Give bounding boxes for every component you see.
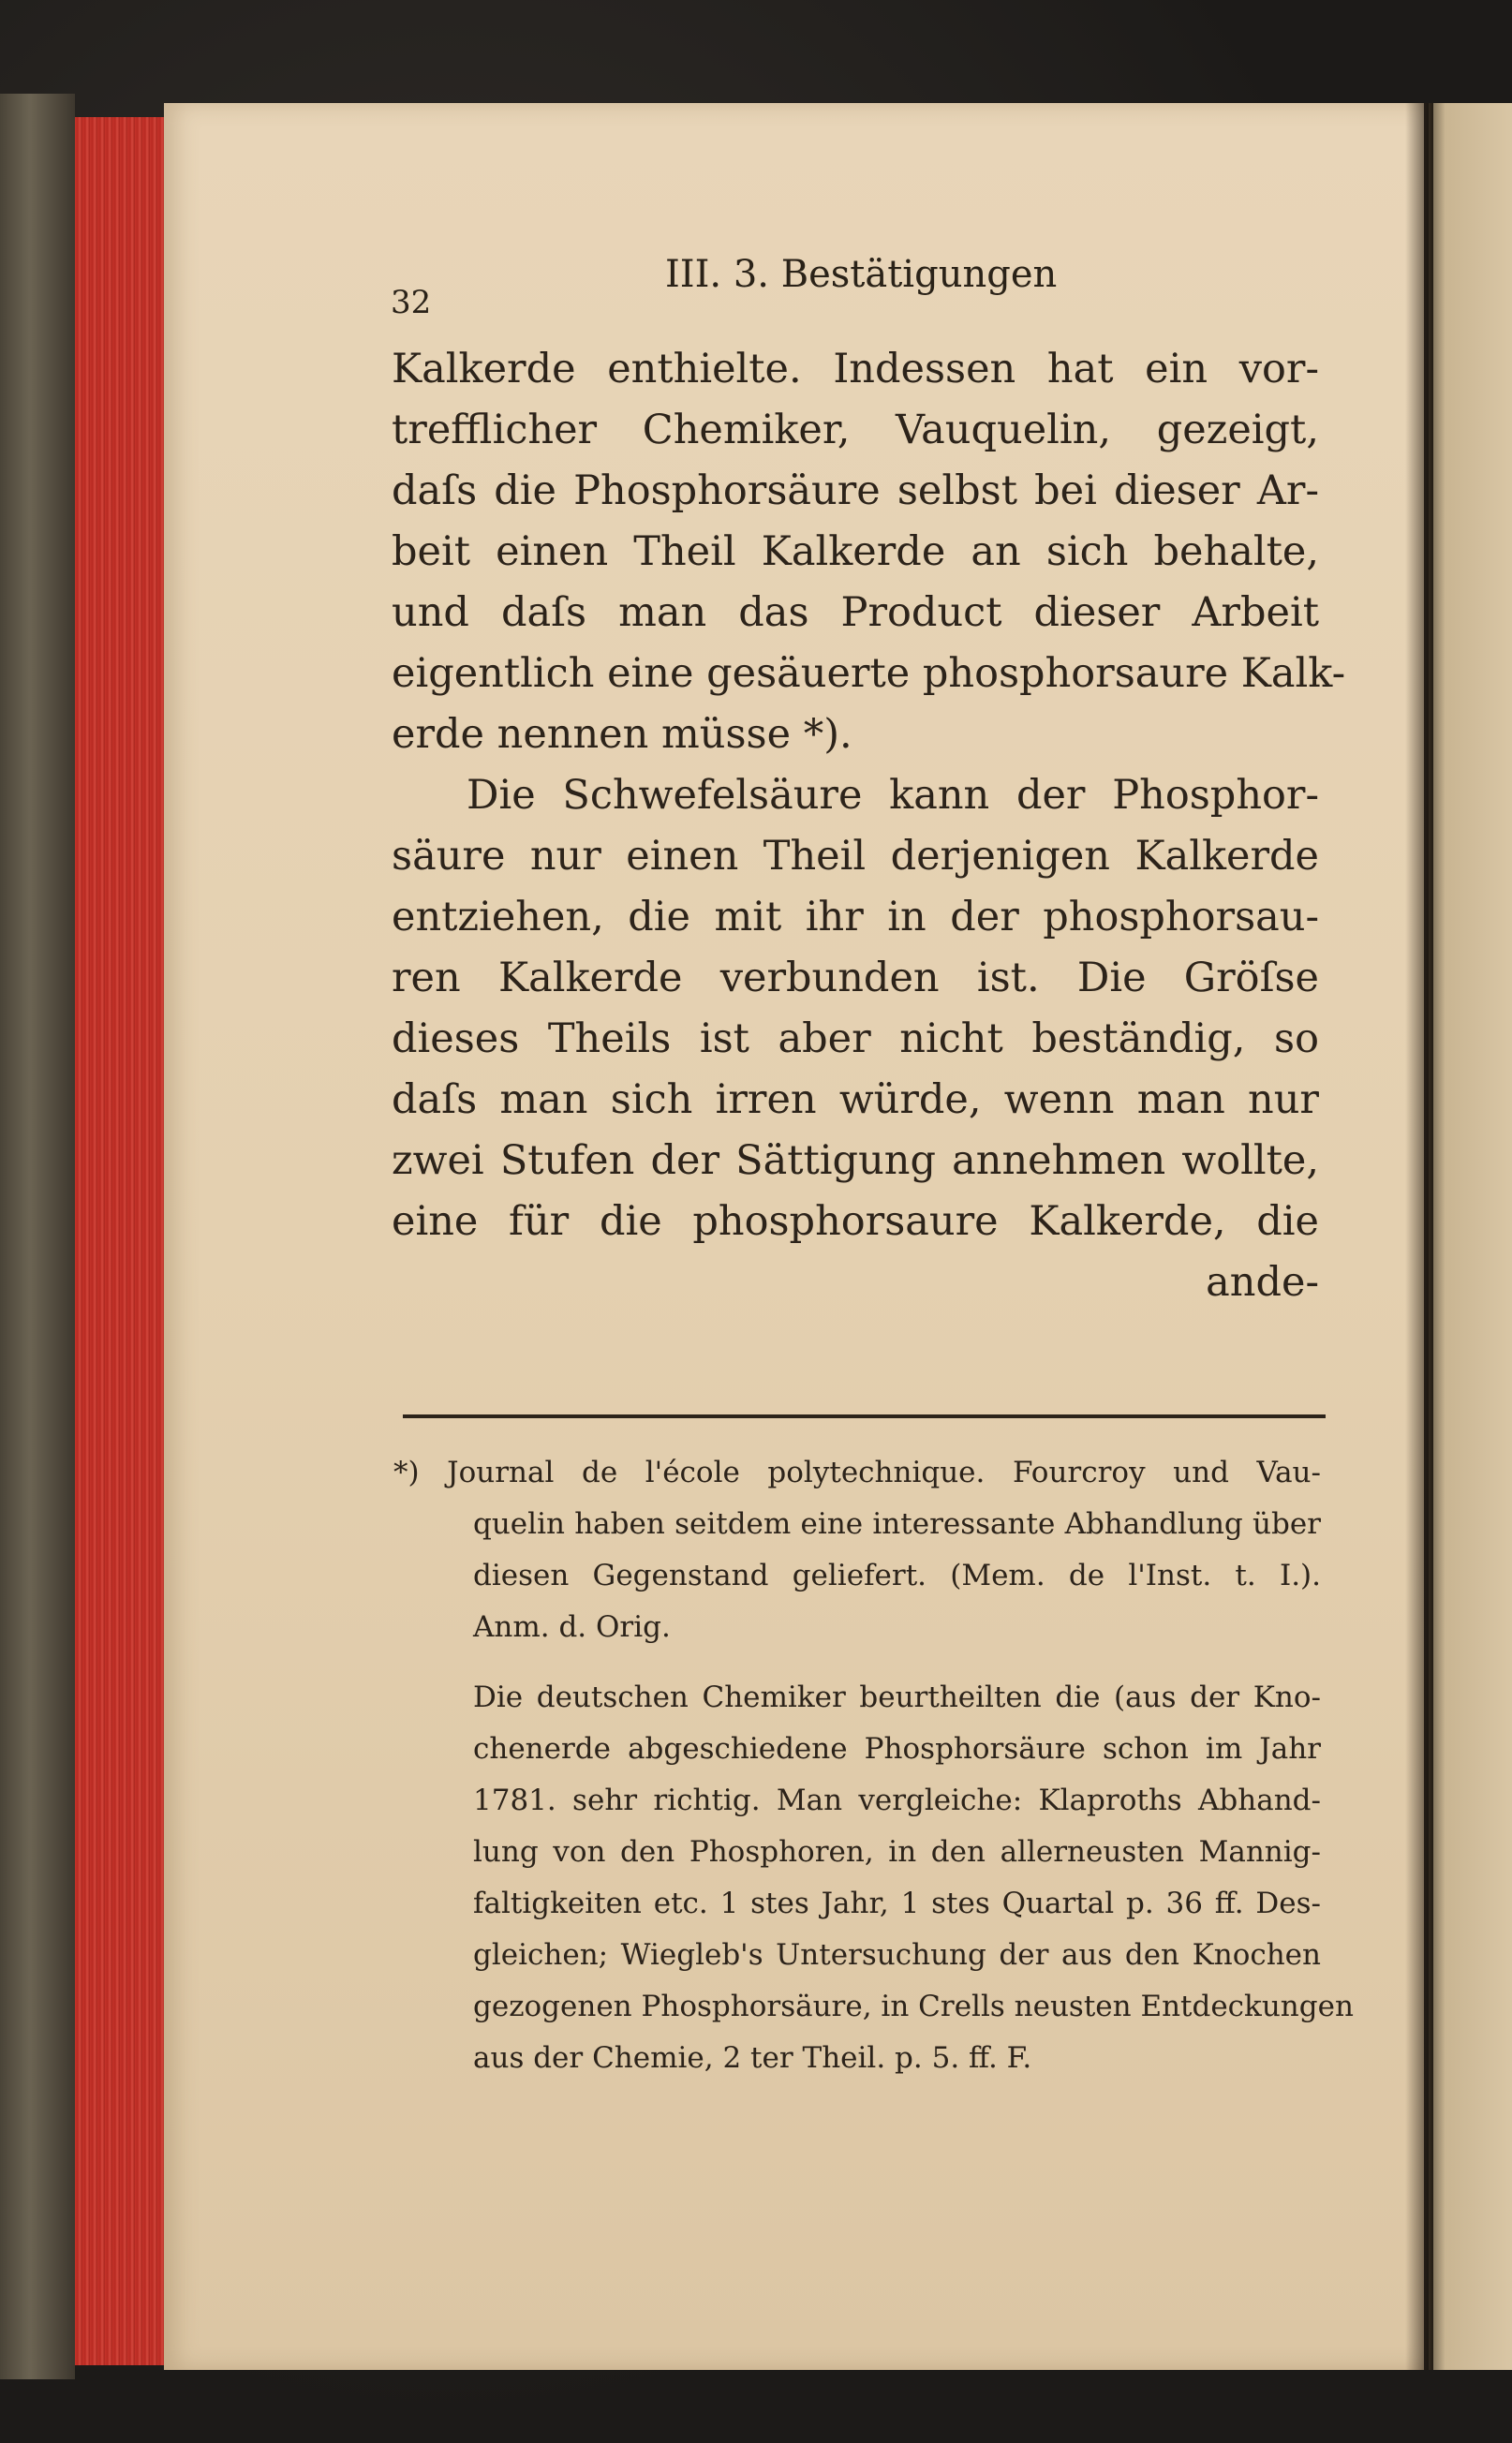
page-number: 32 — [391, 284, 432, 321]
text-line: zwei Stufen der Sättigung annehmen wollte, — [392, 1137, 1319, 1184]
text-line: beit einen Theil Kalkerde an sich behalte, — [392, 528, 1319, 575]
main-text — [392, 339, 1346, 1313]
footnote-gap — [393, 1653, 1321, 1672]
book-cover-edge — [0, 94, 75, 2379]
text-line: Die Schwefelsäure kann der Phosphor- — [467, 772, 1319, 819]
footnote-line: gleichen; Wiegleb's Untersuchung der aus den Knochen — [473, 1938, 1321, 1972]
footnote-line: diesen Gegenstand geliefert. (Mem. de l'Inst. t. I.). — [473, 1559, 1321, 1592]
footnote-rule — [403, 1414, 1326, 1418]
footnote-line: Anm. d. Orig. — [473, 1610, 671, 1644]
footnote-line: *) Journal de l'école polytechnique. Fourcroy und Vau- — [393, 1456, 1321, 1489]
text-line: Kalkerde enthielte. Indessen hat ein vor- — [392, 346, 1319, 392]
footnote-line: 1781. sehr richtig. Man vergleiche: Klaproths Abhand- — [473, 1784, 1321, 1817]
text-line: erde nennen müsse *). — [392, 711, 852, 758]
footnote-line: quelin haben seitdem eine interessante Abhandlung über — [473, 1507, 1321, 1541]
paragraph-1 — [392, 339, 1346, 765]
red-page-edges — [75, 117, 169, 2365]
text-line: und daſs man das Product dieser Arbeit — [392, 589, 1319, 636]
footnotes — [393, 1447, 1354, 2084]
text-line: eine für die phosphorsaure Kalkerde, die — [392, 1198, 1319, 1245]
catchword: ande- — [1206, 1259, 1319, 1306]
text-line: daſs die Phosphorsäure selbst bei dieser Ar- — [392, 467, 1319, 514]
gutter-shadow — [1405, 103, 1433, 2370]
text-line: ren Kalkerde verbunden ist. Die Gröſse — [392, 955, 1319, 1001]
text-line: daſs man sich irren würde, wenn man nur — [392, 1076, 1319, 1123]
footnote-line: lung von den Phosphoren, in den allerneusten Mannig- — [473, 1835, 1321, 1869]
facing-page-edge — [1429, 103, 1512, 2370]
text-line: dieses Theils ist aber nicht beständig, so — [392, 1015, 1319, 1062]
text-line: eigentlich eine gesäuerte phosphorsaure Kalk- — [392, 650, 1346, 697]
footnote-2 — [393, 1672, 1354, 2084]
footnote-line: aus der Chemie, 2 ter Theil. p. 5. ff. F. — [473, 2041, 1032, 2075]
footnote-line: Die deutschen Chemiker beurtheilten die (aus der Kno- — [473, 1680, 1321, 1714]
text-line: entziehen, die mit ihr in der phosphorsau- — [392, 894, 1319, 940]
footnote-line: gezogenen Phosphorsäure, in Crells neusten Entdeckungen — [473, 1990, 1354, 2023]
running-title: III. 3. Bestätigungen — [665, 253, 1058, 296]
footnote-line: faltigkeiten etc. 1 stes Jahr, 1 stes Quartal p. 36 ff. Des- — [473, 1887, 1321, 1920]
footnote-1 — [393, 1447, 1321, 1653]
footnote-line: chenerde abgeschiedene Phosphorsäure schon im Jahr — [473, 1732, 1321, 1766]
text-line: säure nur einen Theil derjenigen Kalkerde — [392, 833, 1319, 880]
paragraph-2 — [392, 765, 1319, 1313]
text-line: trefflicher Chemiker, Vauquelin, gezeigt, — [392, 407, 1319, 453]
